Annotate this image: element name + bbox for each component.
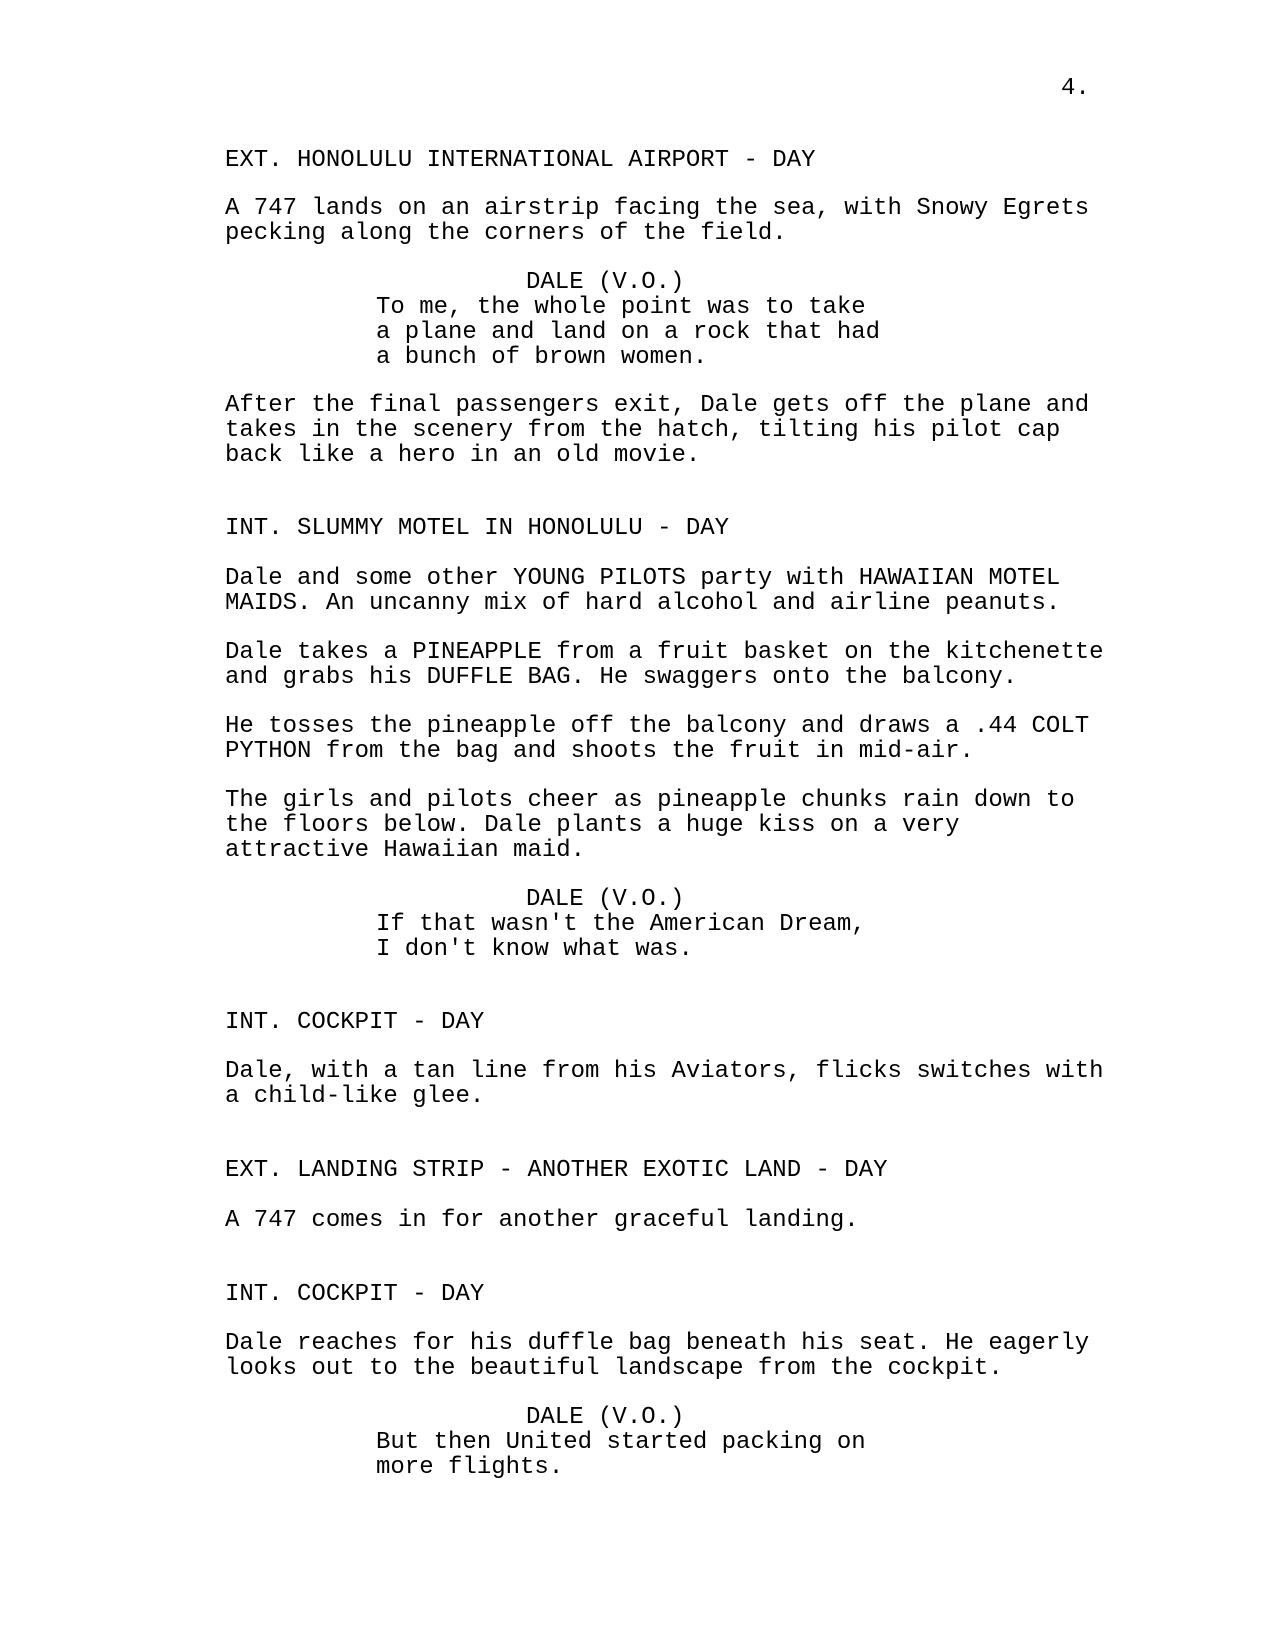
dialogue-line: a plane and land on a rock that had [376, 319, 881, 346]
scene-heading: EXT. LANDING STRIP - ANOTHER EXOTIC LAND - DAY [225, 1157, 888, 1184]
dialogue-line: a bunch of brown women. [376, 344, 708, 371]
dialogue-line: But then United started packing on [376, 1429, 866, 1456]
action-line: takes in the scenery from the hatch, tilting his pilot cap [225, 417, 1061, 444]
action-line: He tosses the pineapple off the balcony and draws a .44 COLT [225, 713, 1090, 740]
action-line: MAIDS. An uncanny mix of hard alcohol and airline peanuts. [225, 590, 1061, 617]
character-cue: DALE (V.O.) [526, 269, 685, 296]
action-line: A 747 comes in for another graceful landing. [225, 1207, 859, 1234]
action-line: Dale takes a PINEAPPLE from a fruit basket on the kitchenette [225, 639, 1104, 666]
action-line: A 747 lands on an airstrip facing the sea, with Snowy Egrets [225, 195, 1090, 222]
action-line: Dale and some other YOUNG PILOTS party with HAWAIIAN MOTEL [225, 565, 1061, 592]
action-line: back like a hero in an old movie. [225, 442, 701, 469]
action-line: The girls and pilots cheer as pineapple chunks rain down to [225, 787, 1075, 814]
action-line: looks out to the beautiful landscape from the cockpit. [225, 1355, 1003, 1382]
page-number: 4. [1061, 75, 1090, 102]
action-line: the floors below. Dale plants a huge kiss on a very [225, 812, 960, 839]
scene-heading: INT. SLUMMY MOTEL IN HONOLULU - DAY [225, 515, 730, 542]
action-line: Dale reaches for his duffle bag beneath his seat. He eagerly [225, 1330, 1090, 1357]
action-line: Dale, with a tan line from his Aviators, flicks switches with [225, 1058, 1104, 1085]
action-line: PYTHON from the bag and shoots the fruit in mid-air. [225, 738, 974, 765]
action-line: and grabs his DUFFLE BAG. He swaggers onto the balcony. [225, 664, 1018, 691]
dialogue-line: To me, the whole point was to take [376, 294, 866, 321]
dialogue-line: If that wasn't the American Dream, [376, 911, 866, 938]
action-line: attractive Hawaiian maid. [225, 837, 586, 864]
action-line: pecking along the corners of the field. [225, 220, 787, 247]
scene-heading: EXT. HONOLULU INTERNATIONAL AIRPORT - DAY [225, 147, 816, 174]
scene-heading: INT. COCKPIT - DAY [225, 1281, 485, 1308]
action-line: a child-like glee. [225, 1083, 485, 1110]
scene-heading: INT. COCKPIT - DAY [225, 1009, 485, 1036]
dialogue-line: I don't know what was. [376, 936, 693, 963]
dialogue-line: more flights. [376, 1454, 564, 1481]
character-cue: DALE (V.O.) [526, 886, 685, 913]
character-cue: DALE (V.O.) [526, 1404, 685, 1431]
action-line: After the final passengers exit, Dale gets off the plane and [225, 392, 1090, 419]
